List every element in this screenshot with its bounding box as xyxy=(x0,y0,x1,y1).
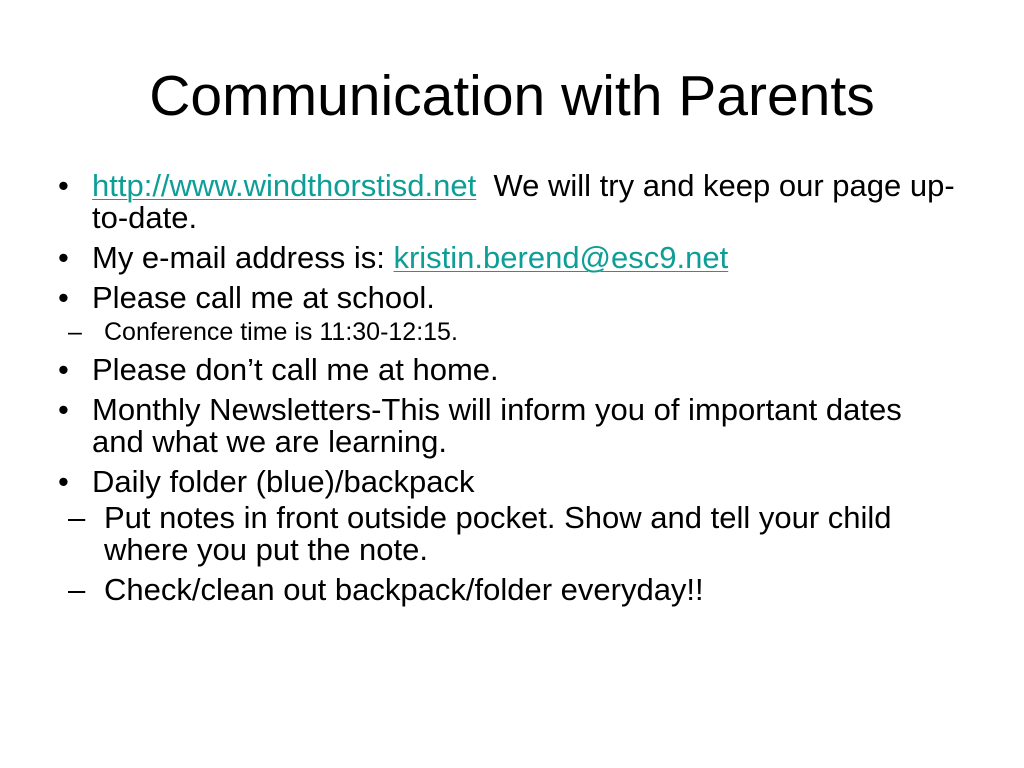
list-item-email xyxy=(58,242,958,274)
list-item-call-school xyxy=(58,282,958,346)
list-item-dont-call-home xyxy=(58,354,958,386)
dash-icon: – xyxy=(68,572,86,607)
sub-item-check-backpack xyxy=(58,574,958,606)
dash-icon: – xyxy=(68,318,82,346)
dont-call-home-text: Please don’t call me at home. xyxy=(92,352,499,387)
conference-text: Conference time is 11:30-12:15. xyxy=(104,318,458,346)
dash-icon: – xyxy=(68,500,86,535)
slide-title: Communication with Parents xyxy=(149,64,875,128)
notes-text: Put notes in front outside pocket. Show and tell your child where you put the note. xyxy=(104,500,892,567)
bullet-icon: • xyxy=(58,280,69,315)
check-backpack-text: Check/clean out backpack/folder everyday!! xyxy=(104,572,704,607)
website-link[interactable]: http://www.windthorstisd.net xyxy=(92,168,477,203)
list-item-newsletters xyxy=(58,394,958,458)
daily-folder-text: Daily folder (blue)/backpack xyxy=(92,464,475,499)
sub-item-conference xyxy=(58,318,958,346)
website-text: We will try and keep our page up-to-date. xyxy=(92,168,955,235)
list-item-daily-folder xyxy=(58,466,958,606)
sub-item-notes xyxy=(58,502,958,566)
bullet-icon: • xyxy=(58,240,69,275)
newsletters-text: Monthly Newsletters-This will inform you of important dates and what we are learning. xyxy=(92,392,902,459)
sub-list xyxy=(68,500,958,607)
bullet-icon: • xyxy=(58,392,69,427)
sub-list xyxy=(68,318,958,346)
bullet-icon: • xyxy=(58,352,69,387)
bullet-icon: • xyxy=(58,464,69,499)
call-school-text: Please call me at school. xyxy=(92,280,435,315)
email-link[interactable]: kristin.berend@esc9.net xyxy=(393,240,729,275)
bullet-list xyxy=(58,170,958,614)
bullet-icon: • xyxy=(58,168,69,203)
list-item-website xyxy=(58,170,958,234)
email-text: My e-mail address is: xyxy=(92,240,394,275)
